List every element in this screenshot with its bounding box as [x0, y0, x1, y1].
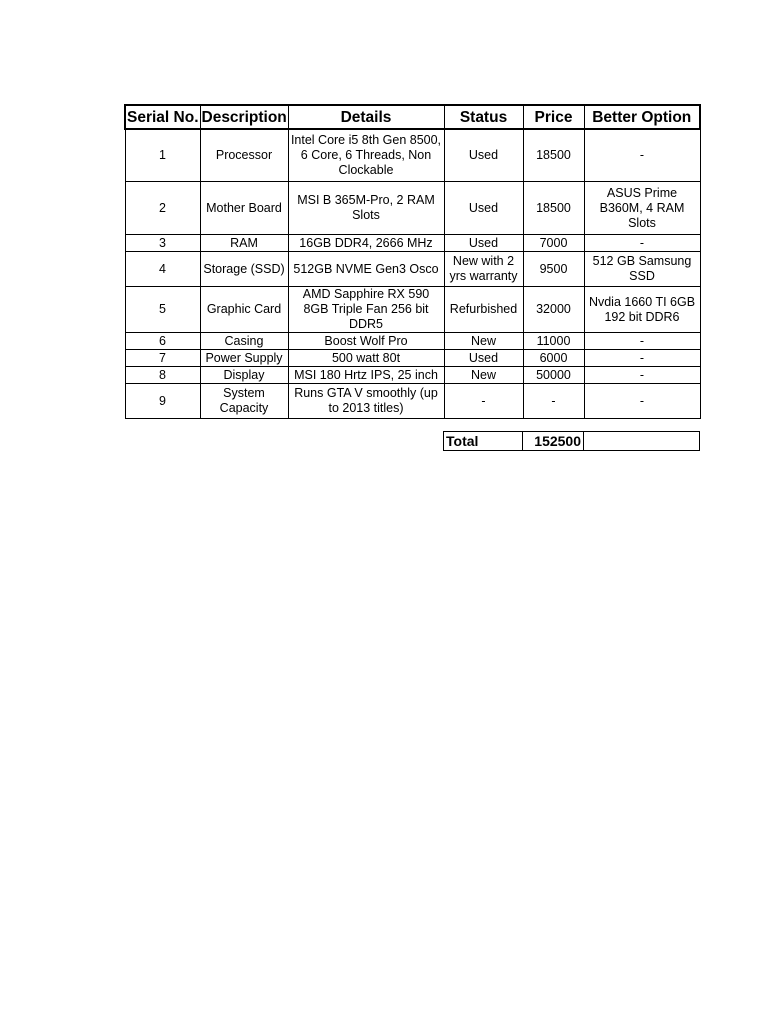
cell-price: 18500 — [523, 182, 584, 235]
table-row — [125, 129, 700, 182]
cell-details: MSI 180 Hrtz IPS, 25 inch — [288, 367, 444, 384]
header-row — [125, 105, 700, 129]
cell-details: AMD Sapphire RX 590 8GB Triple Fan 256 bit DDR5 — [288, 287, 444, 333]
cell-better-option: ASUS Prime B360M, 4 RAM Slots — [584, 182, 700, 235]
table-row — [125, 287, 700, 333]
table-row — [125, 350, 700, 367]
cell-status: Used — [444, 182, 523, 235]
cell-details: 500 watt 80t — [288, 350, 444, 367]
cell-serial: 9 — [125, 384, 200, 419]
total-empty-cell — [584, 432, 700, 451]
cell-description: Casing — [200, 333, 288, 350]
cell-price: 6000 — [523, 350, 584, 367]
cell-better-option: - — [584, 129, 700, 182]
header-description: Description — [200, 105, 288, 129]
table-row — [125, 235, 700, 252]
cell-better-option: - — [584, 384, 700, 419]
header-details: Details — [288, 105, 444, 129]
table-row — [125, 333, 700, 350]
cell-description: RAM — [200, 235, 288, 252]
cell-details: Boost Wolf Pro — [288, 333, 444, 350]
components-table — [124, 104, 701, 419]
header-status: Status — [444, 105, 523, 129]
cell-status: Used — [444, 350, 523, 367]
cell-description: Processor — [200, 129, 288, 182]
cell-serial: 2 — [125, 182, 200, 235]
cell-price: 18500 — [523, 129, 584, 182]
cell-serial: 8 — [125, 367, 200, 384]
cell-better-option: 512 GB Samsung SSD — [584, 252, 700, 287]
cell-better-option: Nvdia 1660 TI 6GB 192 bit DDR6 — [584, 287, 700, 333]
total-value: 152500 — [523, 432, 584, 451]
table-row — [125, 367, 700, 384]
cell-status: - — [444, 384, 523, 419]
cell-serial: 4 — [125, 252, 200, 287]
cell-serial: 6 — [125, 333, 200, 350]
cell-description: Storage (SSD) — [200, 252, 288, 287]
total-table — [443, 431, 700, 451]
cell-description: Graphic Card — [200, 287, 288, 333]
table-row — [125, 252, 700, 287]
cell-better-option: - — [584, 350, 700, 367]
cell-price: - — [523, 384, 584, 419]
cell-details: Runs GTA V smoothly (up to 2013 titles) — [288, 384, 444, 419]
cell-status: Refurbished — [444, 287, 523, 333]
cell-better-option: - — [584, 367, 700, 384]
header-serial-no: Serial No. — [125, 105, 200, 129]
header-price: Price — [523, 105, 584, 129]
cell-details: Intel Core i5 8th Gen 8500, 6 Core, 6 Threads, Non Clockable — [288, 129, 444, 182]
cell-serial: 3 — [125, 235, 200, 252]
cell-description: Mother Board — [200, 182, 288, 235]
cell-price: 11000 — [523, 333, 584, 350]
cell-details: MSI B 365M-Pro, 2 RAM Slots — [288, 182, 444, 235]
cell-price: 32000 — [523, 287, 584, 333]
total-row — [444, 432, 700, 451]
cell-price: 7000 — [523, 235, 584, 252]
cell-description: Display — [200, 367, 288, 384]
cell-serial: 5 — [125, 287, 200, 333]
cell-status: Used — [444, 129, 523, 182]
cell-serial: 7 — [125, 350, 200, 367]
cell-status: New with 2 yrs warranty — [444, 252, 523, 287]
cell-better-option: - — [584, 235, 700, 252]
table-row — [125, 384, 700, 419]
cell-description: Power Supply — [200, 350, 288, 367]
cell-status: New — [444, 367, 523, 384]
cell-description: System Capacity — [200, 384, 288, 419]
cell-price: 50000 — [523, 367, 584, 384]
cell-status: Used — [444, 235, 523, 252]
cell-details: 16GB DDR4, 2666 MHz — [288, 235, 444, 252]
cell-price: 9500 — [523, 252, 584, 287]
cell-better-option: - — [584, 333, 700, 350]
total-label: Total — [444, 432, 523, 451]
cell-status: New — [444, 333, 523, 350]
table-row — [125, 182, 700, 235]
cell-serial: 1 — [125, 129, 200, 182]
cell-details: 512GB NVME Gen3 Osco — [288, 252, 444, 287]
header-better-option: Better Option — [584, 105, 700, 129]
